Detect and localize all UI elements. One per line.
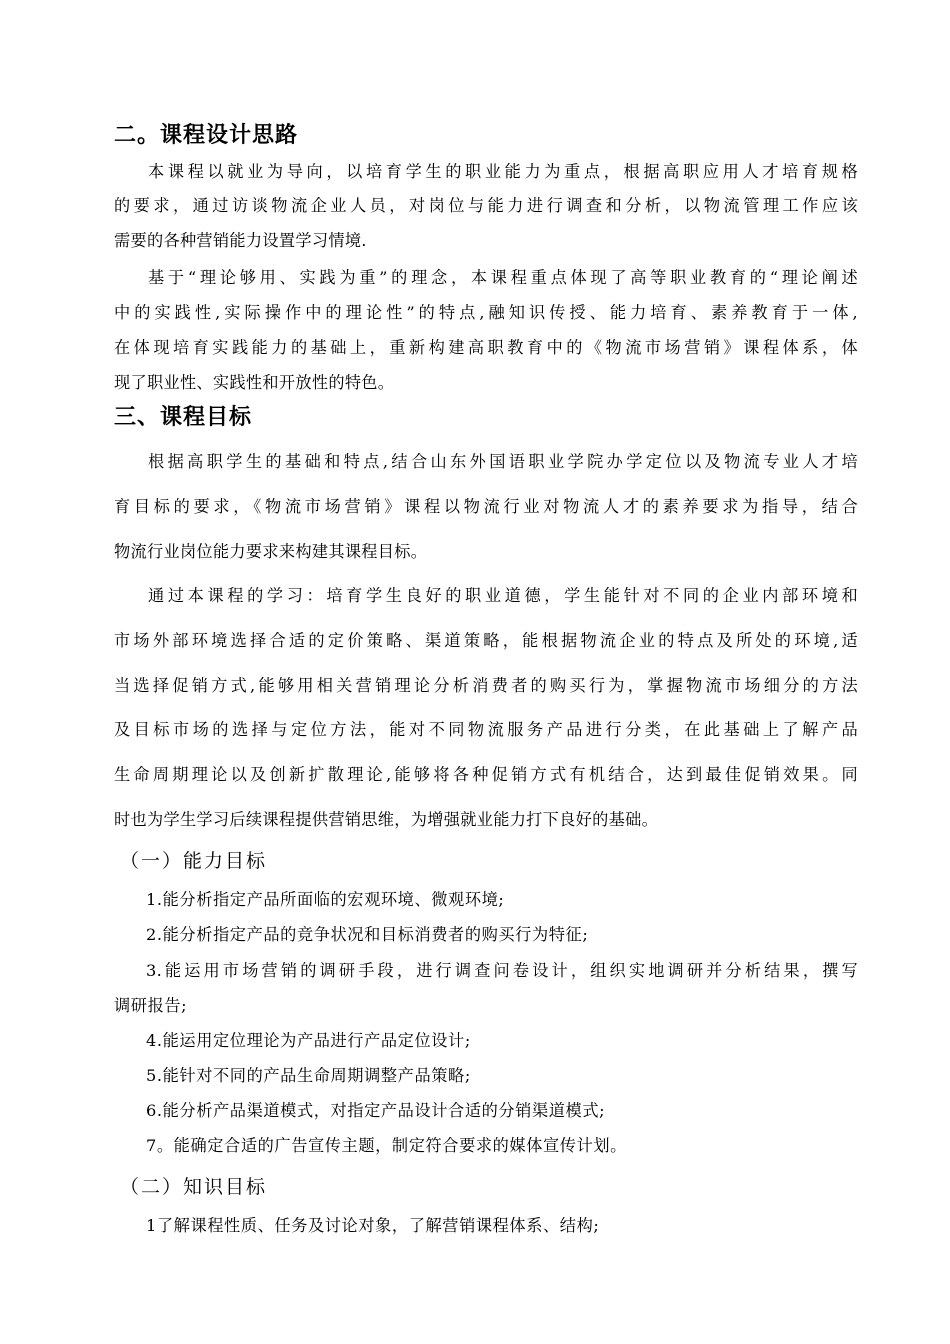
- paragraph-line: 基于“理论够用、实践为重”的理念，本课程重点体现了高等职业教育的“理论阐述: [148, 268, 858, 287]
- paragraph-line: 通过本课程的学习：培育学生良好的职业道德，学生能针对不同的企业内部环境和: [148, 586, 858, 605]
- list-item: 1了解课程性质、任务及讨论对象，了解营销课程体系、结构;: [146, 1216, 600, 1235]
- paragraph-line: 本课程以就业为导向，以培育学生的职业能力为重点，根据高职应用人才培育规格: [148, 162, 858, 181]
- list-item: 3.能运用市场营销的调研手段，进行调查问卷设计，组织实地调研并分析结果，撰写: [146, 961, 858, 980]
- list-item: 5.能针对不同的产品生命周期调整产品策略;: [146, 1066, 471, 1085]
- paragraph-line: 当选择促销方式,能够用相关营销理论分析消费者的购买行为，掌握物流市场细分的方法: [114, 676, 858, 695]
- list-item: 1.能分析指定产品所面临的宏观环境、微观环境;: [146, 890, 505, 909]
- subheading-knowledge-goals: （二）知识目标: [120, 1176, 268, 1198]
- list-item: 2.能分析指定产品的竞争状况和目标消费者的购买行为特征;: [146, 925, 589, 944]
- paragraph-line: 中的实践性,实际操作中的理论性”的特点,融知识传授、能力培育、素养教育于一体,: [114, 303, 858, 322]
- list-item: 6.能分析产品渠道模式，对指定产品设计合适的分销渠道模式;: [146, 1101, 606, 1120]
- paragraph-line: 市场外部环境选择合适的定价策略、渠道策略，能根据物流企业的特点及所处的环境,适: [114, 631, 858, 650]
- subheading-ability-goals: （一）能力目标: [120, 850, 268, 872]
- paragraph-line: 在体现培育实践能力的基础上，重新构建高职教育中的《物流市场营销》课程体系，体: [114, 338, 858, 357]
- paragraph-line: 及目标市场的选择与定位方法，能对不同物流服务产品进行分类，在此基础上了解产品: [114, 720, 858, 739]
- list-item: 4.能运用定位理论为产品进行产品定位设计;: [146, 1031, 471, 1050]
- paragraph-line: 育目标的要求，《物流市场营销》课程以物流行业对物流人才的素养要求为指导，结合: [114, 497, 858, 516]
- paragraph-line: 现了职业性、实践性和开放性的特色。: [114, 373, 395, 392]
- section-heading-course-goals: 三、课程目标: [114, 405, 253, 430]
- list-item-continuation: 调研报告;: [114, 996, 188, 1015]
- paragraph-line: 物流行业岗位能力要求来构建其课程目标。: [114, 542, 428, 561]
- paragraph-line: 的要求，通过访谈物流企业人员，对岗位与能力进行调查和分析，以物流管理工作应该: [114, 196, 858, 215]
- section-heading-course-design: 二。课程设计思路: [114, 123, 299, 148]
- paragraph-line: 根据高职学生的基础和特点,结合山东外国语职业学院办学定位以及物流专业人才培: [148, 452, 858, 471]
- paragraph-line: 需要的各种营销能力设置学习情境.: [114, 231, 367, 250]
- paragraph-line: 时也为学生学习后续课程提供营销思维，为增强就业能力打下良好的基础。: [114, 810, 659, 829]
- paragraph-line: 生命周期理论以及创新扩散理论,能够将各种促销方式有机结合，达到最佳促销效果。同: [114, 765, 858, 784]
- list-item: 7。能确定合适的广告宣传主题，制定符合要求的媒体宣传计划。: [146, 1136, 627, 1155]
